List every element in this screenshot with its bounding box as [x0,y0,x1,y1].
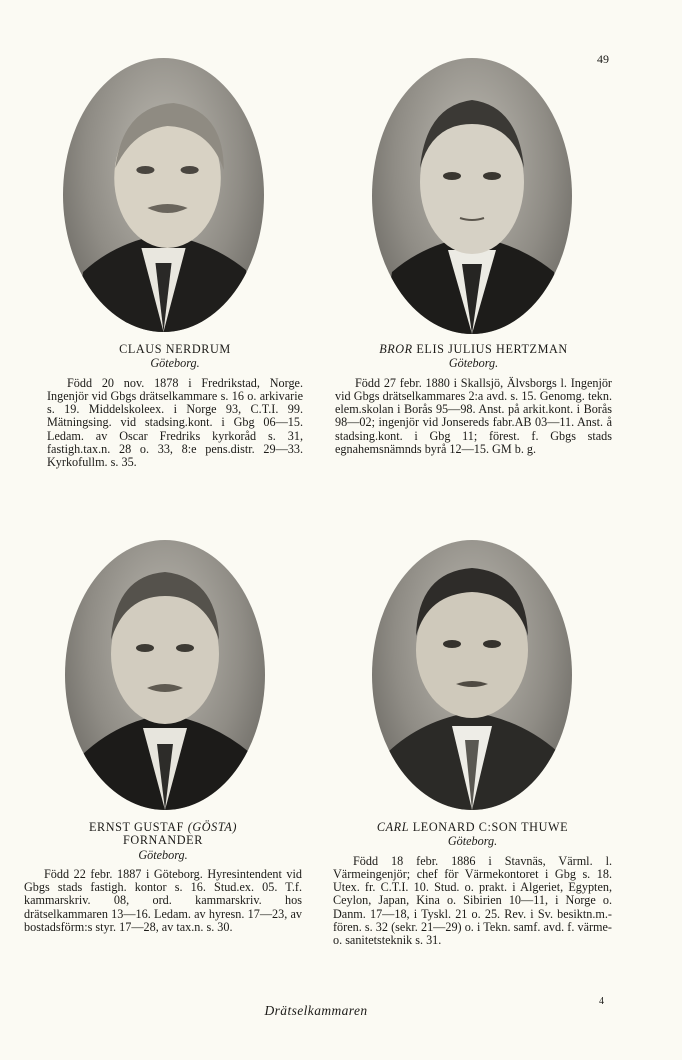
biography-entry [335,343,612,456]
biography-entry [47,343,303,470]
person-name-prefix: BROR [379,342,413,356]
person-name-suffix: (GÖSTA) [187,820,238,834]
page-number: 49 [597,52,609,66]
biography-entry [24,821,302,934]
person-city: Göteborg. [138,847,188,862]
biography-text: Född 27 febr. 1880 i Skallsjö, Älvsborgs l. Ingenjör vid Gbgs drätselkammares 2:a avd. s. 15. Genomg. tekn. elem.skolan i Borås 95—98. Anst. på arkit.kont. i Borås 98—02; ingenjör vid Jonsereds fabr.AB 03—11. Anst. å stadsing.kont. i Gbg 11; förest. f. Gbgs stads egnahemsnämnds byrå 12—15. GM b. g. [335,375,612,457]
biography-entry [333,821,612,948]
portrait-photo [63,58,264,332]
person-name [333,821,612,834]
person-name-text: ELIS JULIUS HERTZMAN [416,342,568,356]
person-city: Göteborg. [150,356,200,371]
footer-title: Drätselkammaren [264,1003,368,1018]
person-name [24,821,302,848]
portrait-photo [372,540,572,810]
person-name [335,343,612,356]
person-name-prefix: CARL [376,820,410,834]
person-name [47,343,303,356]
person-name-text: LEONARD C:SON THUWE [412,820,569,834]
person-name-text: ERNST GUSTAF [88,820,185,834]
biography-text: Född 18 febr. 1886 i Stavnäs, Värml. l. Värmeingenjör; chef för Värmekontoret i Gbg s. 18. Utex. fr. C.T.I. 10. Stud. o. prakt. i Algeriet, Egypten, Ceylon, Japan, Kina o. Sibirien 10—11, i Norge o. Danm. 17—18, i Tyskl. 21 o. 25. Rev. i Sv. besiktn.m.-fören. s. 32 (sekr. 21—29) o. i Tekn. samf. avd. f. värme- o. sanitetsteknik s. 31. [333,853,612,948]
person-city: Göteborg. [448,356,499,371]
person-name-line2: FORNANDER [123,833,203,848]
portrait-photo [372,58,572,334]
person-city: Göteborg. [447,834,498,849]
portrait-photo [65,540,265,810]
person-name-text: CLAUS NERDRUM [119,342,231,356]
biography-text: Född 22 febr. 1887 i Göteborg. Hyresintendent vid Gbgs stads fastigh. kontor s. 16. Stud.ex. 05. T.f. kammarskriv. 08, ord. kammarskriv. hos drätselkammaren 13—16. Ledam. av hyresn. 17—23, av bostadsförm:s styr. 17—28, av tax.n. s. 30. [24,866,302,935]
signature-mark: 4 [599,996,604,1007]
biography-text: Född 20 nov. 1878 i Fredrikstad, Norge. Ingenjör vid Gbgs drätselkammare s. 16 o. arkivarie s. 19. Middelskoleex. i Norge 93, C.T.I. 99. Mätningsing. vid stadsing.kont. i Gbg 06—15. Ledam. av Oscar Fredriks kyrkoråd s. 31, fastigh.tax.n. 28 o. 33, 8:e pens.distr. 29—33. Kyrkofullm. s. 35. [47,375,303,470]
